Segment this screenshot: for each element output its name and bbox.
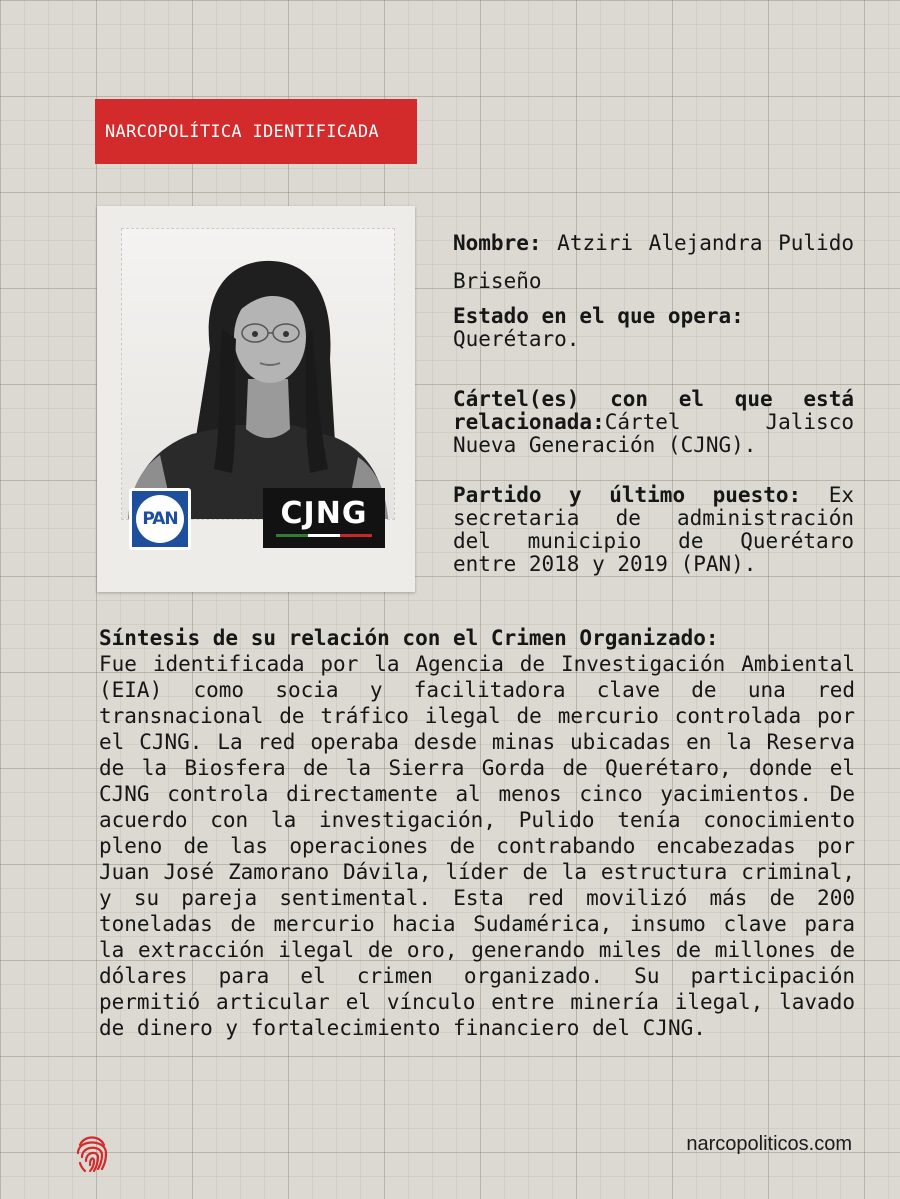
name-label: Nombre: bbox=[453, 231, 542, 255]
cartel-value: Cártel Jalisco Nueva Generación (CJNG). bbox=[453, 410, 854, 457]
website-link[interactable]: narcopoliticos.com bbox=[686, 1133, 852, 1155]
pan-logo-text: PAN bbox=[142, 509, 178, 529]
summary-text: Fue identificada por la Agencia de Investigación Ambiental (EIA) como socia y facilitadora clave de una red transnacional de tráfico ilegal de mercurio controlada por el CJNG. La red operaba desde minas ubicadas en la Reserva de la Biosfera de la Sierra Gorda de Querétaro, donde el CJNG controla directamente al menos cinco yacimientos. De acuerdo con la investigación, Pulido tenía conocimiento pleno de las operaciones de contrabando encabezadas por Juan José Zamorano Dávila, líder de la estructura criminal, y su pareja sentimental. Esta red movilizó más de 200 toneladas de mercurio hacia Sudamérica, insumo clave para la extracción ilegal de oro, generando miles de millones de dólares para el crimen organizado. Su participación permitió articular el vínculo entre minería ilegal, lavado de dinero y fortalecimiento financiero del CJNG. bbox=[99, 652, 855, 1040]
cjng-flag-stripe bbox=[276, 534, 372, 537]
party-label: Partido y último puesto: bbox=[453, 483, 802, 507]
cartel-field bbox=[453, 388, 854, 457]
portrait-photo bbox=[121, 228, 395, 520]
state-value: Querétaro. bbox=[453, 327, 580, 351]
fingerprint-icon bbox=[76, 1131, 108, 1173]
summary-label: Síntesis de su relación con el Crimen Organizado: bbox=[99, 626, 719, 650]
summary-section bbox=[99, 625, 855, 1041]
section-tag-label: NARCOPOLÍTICA IDENTIFICADA bbox=[105, 121, 379, 142]
pan-logo bbox=[129, 488, 191, 550]
party-value: Ex secretaria de administración del municipio de Querétaro entre 2018 y 2019 (PAN). bbox=[453, 483, 854, 576]
name-field bbox=[453, 224, 854, 300]
cartel-label: Cártel(es) con el que está relacionada: bbox=[453, 387, 854, 434]
state-field bbox=[453, 305, 854, 351]
party-field bbox=[453, 484, 854, 576]
cjng-logo bbox=[263, 488, 385, 548]
cjng-logo-text: CJNG bbox=[280, 496, 368, 531]
name-value: Atziri Alejandra Pulido Briseño bbox=[453, 231, 854, 293]
state-label: Estado en el que opera: bbox=[453, 304, 744, 328]
pan-logo-circle bbox=[136, 495, 184, 543]
photo-card bbox=[97, 206, 415, 592]
section-tag bbox=[95, 99, 417, 164]
